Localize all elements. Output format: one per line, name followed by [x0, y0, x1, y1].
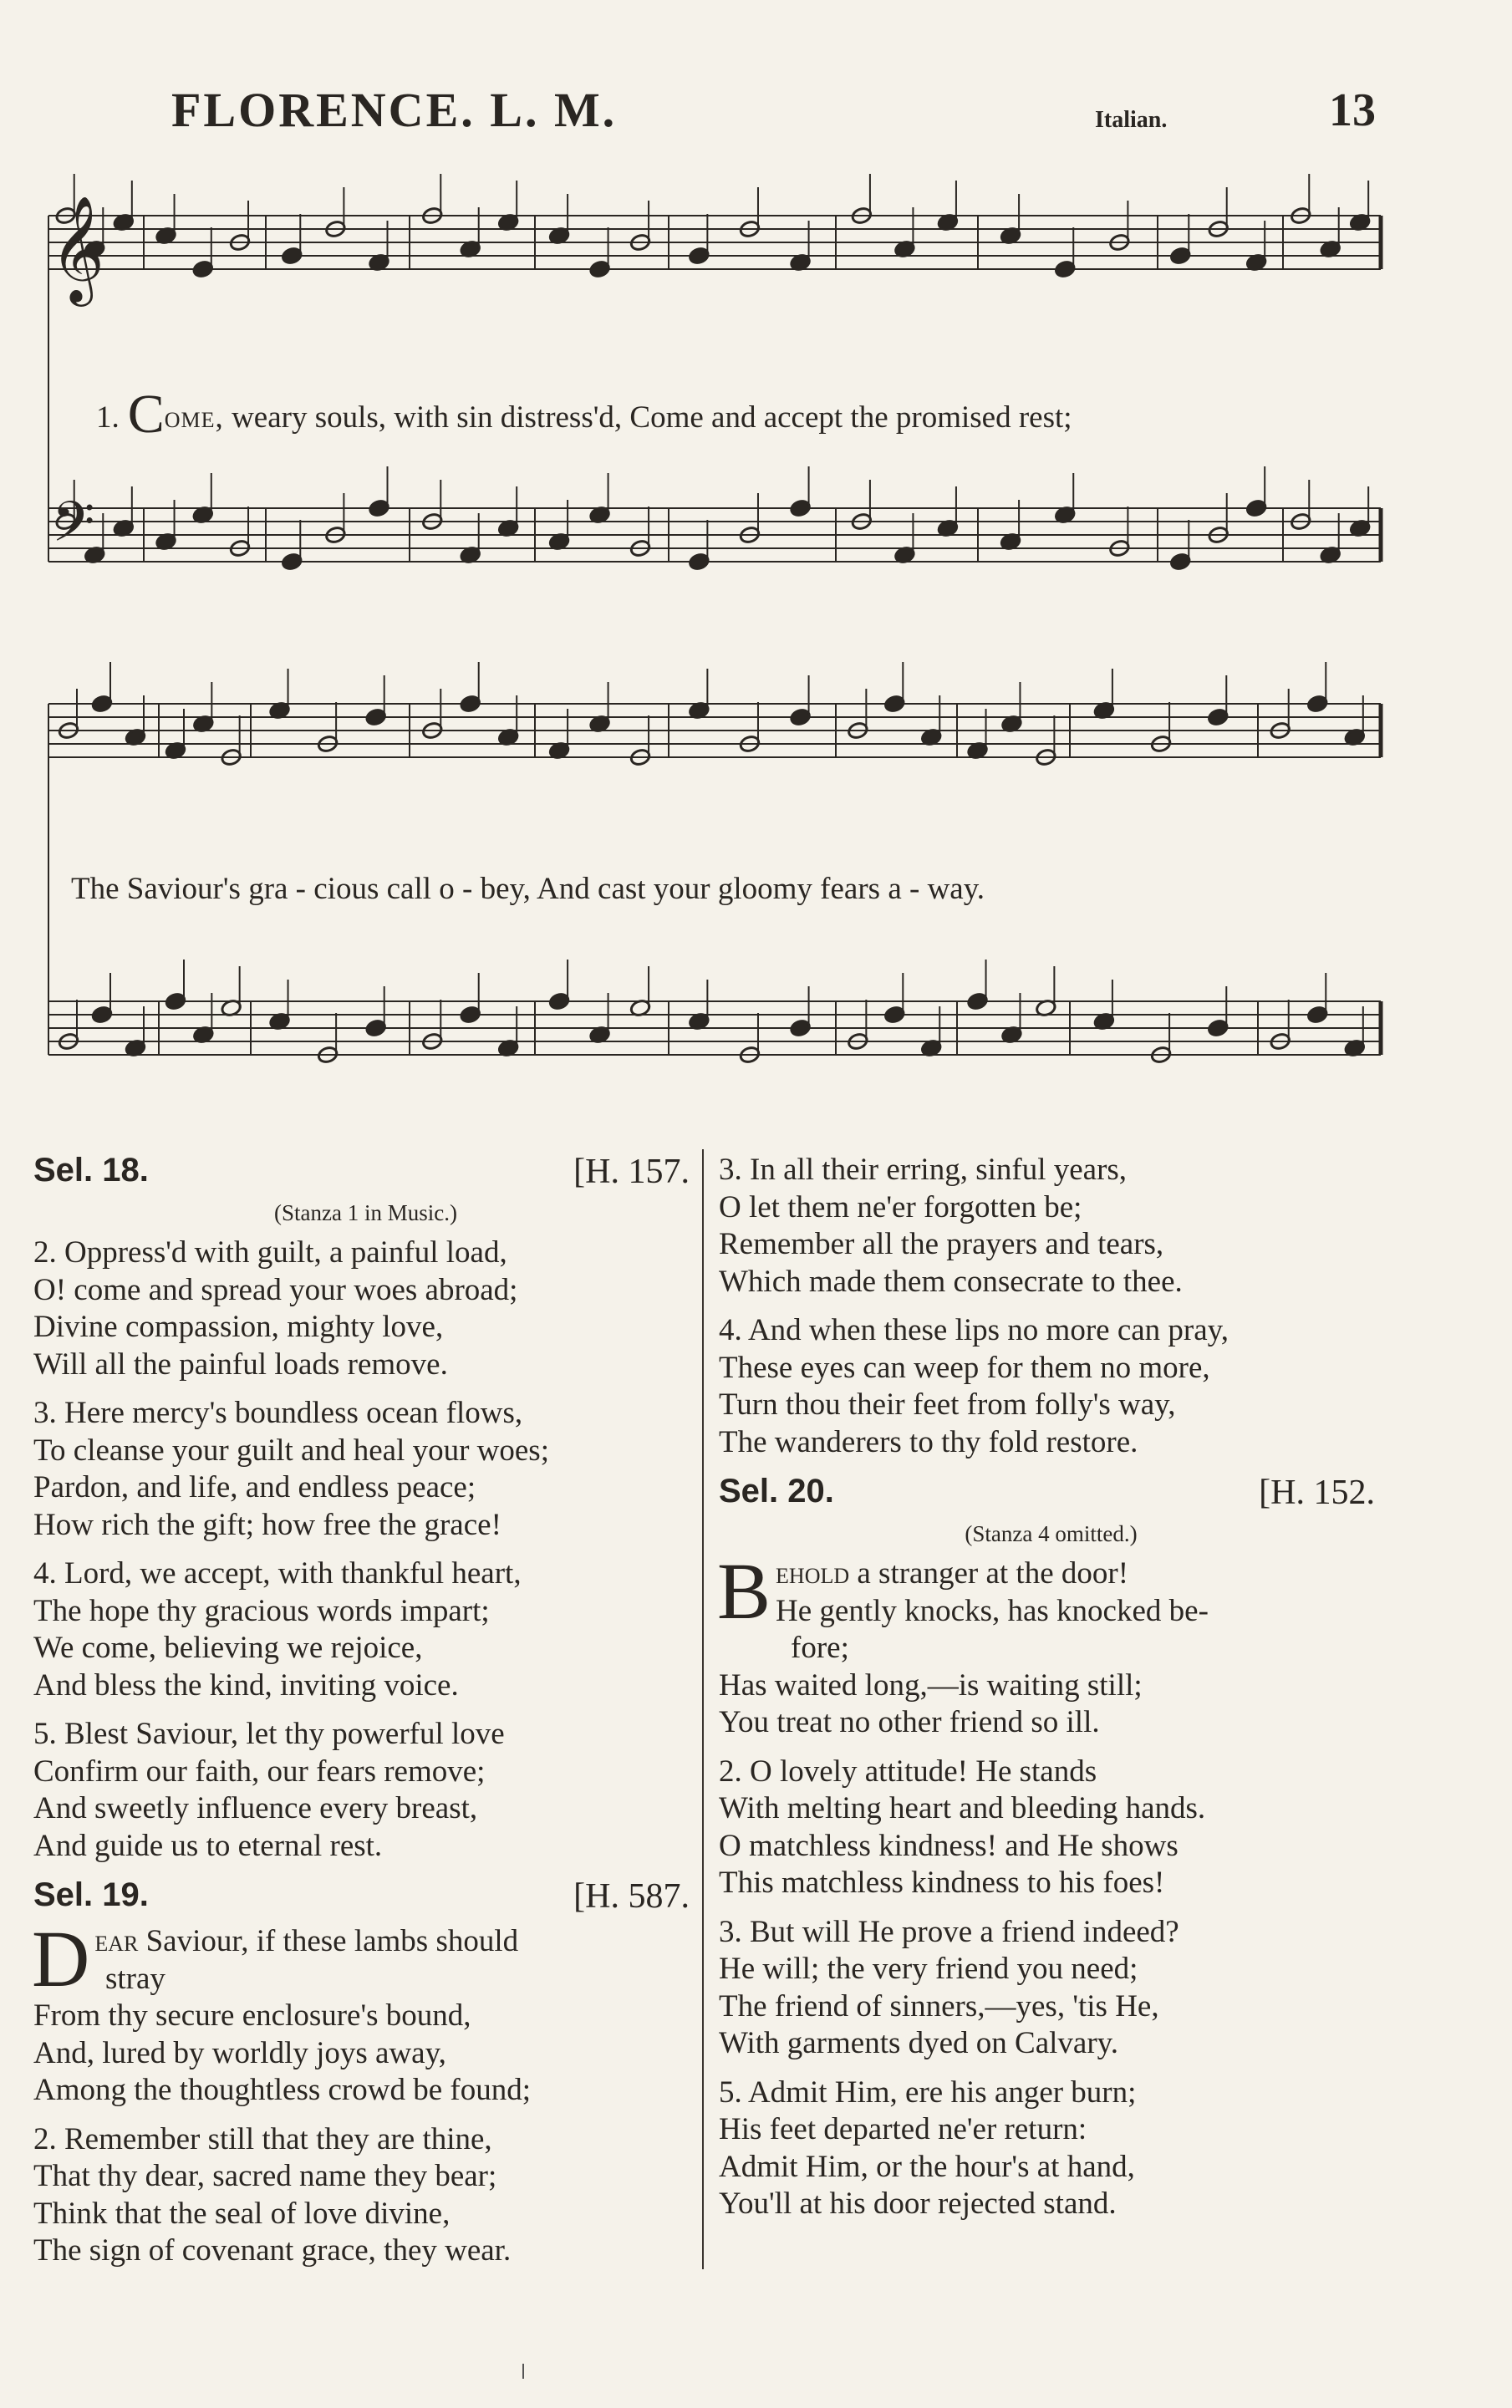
- print-mark: [522, 2364, 524, 2379]
- stanza-line: You treat no other friend so ill.: [719, 1705, 1100, 1739]
- bass-clef-icon: 𝄢: [52, 490, 95, 568]
- tune-origin: Italian.: [1095, 107, 1168, 133]
- stanza-line: Remember all the prayers and tears,: [719, 1227, 1164, 1261]
- stanza-line: That thy dear, sacred name they bear;: [33, 2159, 497, 2193]
- left-column: [33, 1152, 698, 2282]
- stanza-line: 4. Lord, we accept, with thankful heart,: [33, 1556, 522, 1591]
- sel19-stanza-1: [32, 1914, 698, 2110]
- stanza: [33, 1555, 698, 1704]
- sel20-stanza-1: [717, 1546, 1383, 1742]
- column-divider: [702, 1149, 704, 2269]
- stanza-line: And sweetly influence every breast,: [33, 1791, 478, 1825]
- sel19-heading: [33, 1876, 698, 1923]
- stanza-line: And, lured by worldly joys away,: [33, 2035, 446, 2070]
- stanza: [33, 1235, 698, 1383]
- stanza-line: And guide us to eternal rest.: [33, 1828, 383, 1863]
- stanza: [719, 1312, 1383, 1461]
- sel19-continued-stanzas: [719, 1152, 1383, 1461]
- hymn-tune-title: FLORENCE. L. M.: [171, 83, 618, 137]
- stanza-line: To cleanse your guilt and heal your woes;: [33, 1433, 549, 1468]
- stanza: [719, 1152, 1383, 1301]
- stanza-line: Turn thou their feet from folly's way,: [719, 1387, 1176, 1422]
- music-score: [0, 0, 1512, 1120]
- sel18-stanzas: [33, 1235, 698, 1865]
- sel19-drop-cap: D: [32, 1914, 90, 2003]
- lyric-initial: C: [127, 384, 165, 445]
- stanza-line: O let them ne'er forgotten be;: [719, 1189, 1082, 1224]
- stanza-line: He will; the very friend you need;: [719, 1952, 1138, 1986]
- stanza-line: Among the thoughtless crowd be found;: [33, 2073, 531, 2107]
- sel20-stanzas: [719, 1754, 1383, 2223]
- stanza-line: He gently knocks, has knocked be-: [776, 1593, 1209, 1628]
- stanza-line: 2. Remember still that they are thine,: [33, 2121, 492, 2156]
- stanza-line: O! come and spread your woes abroad;: [33, 1272, 518, 1307]
- sel20-stanza-1-rest: [719, 1667, 1383, 1742]
- sel18-note: (Stanza 1 in Music.): [274, 1200, 457, 1225]
- right-column: [719, 1152, 1383, 2235]
- stanza-line: The hope thy gracious words impart;: [33, 1593, 490, 1628]
- stanza-line: Confirm our faith, our fears remove;: [33, 1754, 486, 1789]
- stanza-line: With melting heart and bleeding hands.: [719, 1791, 1206, 1825]
- stanza-line: From thy secure enclosure's bound,: [33, 1998, 471, 2033]
- stanza-line: stray: [105, 1961, 165, 1996]
- sel20-hymn-ref: [H. 152.: [1259, 1474, 1375, 1512]
- stanza-line: [33, 1923, 698, 1961]
- stanza: [33, 1716, 698, 1865]
- stanza-line: O matchless kindness! and He shows: [719, 1828, 1179, 1863]
- sel19-stanza-2: [33, 2121, 698, 2270]
- lyric-first-word: ome,: [164, 400, 224, 435]
- stanza-line: And bless the kind, inviting voice.: [33, 1667, 459, 1703]
- sel20-number: Sel. 20.: [719, 1473, 834, 1509]
- sel20-note: (Stanza 4 omitted.): [965, 1521, 1138, 1546]
- stanza-line: Which made them consecrate to thee.: [719, 1264, 1183, 1299]
- stanza-line: 3. Here mercy's boundless ocean flows,: [33, 1396, 523, 1430]
- stanza-line: [719, 1555, 1383, 1593]
- stanza-line: fore;: [791, 1631, 849, 1665]
- stanza-line: His feet departed ne'er return:: [719, 2112, 1087, 2146]
- sel20-first-word: ehold: [776, 1556, 850, 1591]
- stanza-line: How rich the gift; how free the grace!: [33, 1507, 501, 1542]
- stanza-line: Think that the seal of love divine,: [33, 2196, 451, 2231]
- stanza-line: The friend of sinners,—yes, 'tis He,: [719, 1988, 1159, 2024]
- sel18-hymn-ref: [H. 157.: [573, 1153, 690, 1191]
- stanza-line: 2. O lovely attitude! He stands: [719, 1754, 1097, 1789]
- stanza-line: 2. Oppress'd with guilt, a painful load,: [33, 1235, 507, 1270]
- music-lyric-line-1: [96, 383, 1072, 446]
- stanza-line: The wanderers to thy fold restore.: [719, 1424, 1138, 1459]
- stanza-line: The sign of covenant grace, they wear.: [33, 2233, 512, 2268]
- stanza: [33, 1395, 698, 1544]
- sel20-drop-cap: B: [717, 1546, 771, 1636]
- stanza-line: 5. Blest Saviour, let thy powerful love: [33, 1717, 505, 1751]
- stanza-line: This matchless kindness to his foes!: [719, 1866, 1165, 1900]
- stanza-line: 4. And when these lips no more can pray,: [719, 1313, 1229, 1347]
- treble-clef-icon: 𝄞: [50, 195, 105, 302]
- page-number: 13: [1329, 84, 1376, 136]
- stanza-line: Has waited long,—is waiting still;: [719, 1667, 1143, 1703]
- stanza-line: 5. Admit Him, ere his anger burn;: [719, 2075, 1137, 2110]
- stanza-line: With garments dyed on Calvary.: [719, 2026, 1119, 2060]
- lyric-stanza-number: 1.: [96, 400, 120, 435]
- lyric-text: weary souls, with sin distress'd, Come and accept the promised rest;: [232, 400, 1072, 435]
- sel19-first-line-rest: Saviour, if these lambs should: [145, 1924, 519, 1958]
- stanza-line: 3. But will He prove a friend indeed?: [719, 1914, 1179, 1949]
- music-lyric-line-2: The Saviour's gra - cious call o - bey, And cast your gloomy fears a - way.: [71, 872, 985, 906]
- stanza-line: We come, believing we rejoice,: [33, 1631, 423, 1665]
- sel19-number: Sel. 19.: [33, 1876, 149, 1913]
- stanza-line: Will all the painful loads remove.: [33, 1347, 448, 1382]
- sel19-stanza-1-rest: [33, 1998, 698, 2110]
- sel18-heading: [33, 1152, 698, 1199]
- sel19-first-word: ear: [94, 1924, 139, 1958]
- stanza: [719, 2075, 1383, 2223]
- sel18-number: Sel. 18.: [33, 1152, 149, 1189]
- sel19-hymn-ref: [H. 587.: [573, 1877, 690, 1916]
- stanza-line: These eyes can weep for them no more,: [719, 1350, 1210, 1385]
- stanza-line: 3. In all their erring, sinful years,: [719, 1153, 1128, 1187]
- stanza-line: Divine compassion, mighty love,: [33, 1310, 444, 1344]
- sel20-heading: [719, 1473, 1383, 1520]
- stanza-line: You'll at his door rejected stand.: [719, 2187, 1117, 2221]
- stanza: [719, 1754, 1383, 1902]
- stanza-line: Admit Him, or the hour's at hand,: [719, 2149, 1135, 2184]
- sel20-first-line-rest: a stranger at the door!: [857, 1556, 1129, 1591]
- stanza-line: Pardon, and life, and endless peace;: [33, 1470, 476, 1504]
- stanza: [719, 1914, 1383, 2063]
